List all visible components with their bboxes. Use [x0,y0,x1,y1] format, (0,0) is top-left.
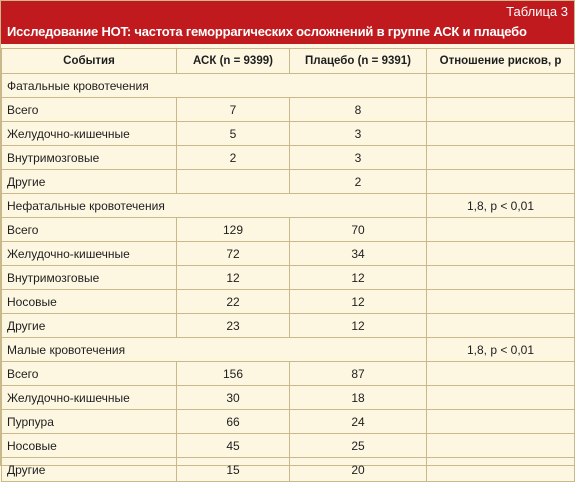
placebo-value-cell: 3 [290,146,427,170]
placebo-value-cell: 12 [290,290,427,314]
event-cell: Пурпура [2,410,177,434]
section-row [2,74,575,98]
placebo-value-cell: 3 [290,122,427,146]
ask-value-cell [177,170,290,194]
event-cell: Другие [2,314,177,338]
event-cell: Желудочно-кишечные [2,242,177,266]
ask-value-cell: 22 [177,290,290,314]
risk-ratio-cell [427,122,575,146]
ask-value-cell: 5 [177,122,290,146]
column-header-placebo: Плацебо (n = 9391) [290,49,427,74]
risk-ratio-cell [427,242,575,266]
risk-ratio-cell [427,170,575,194]
header-row [2,49,575,74]
table-body [2,74,575,482]
risk-ratio-cell [427,314,575,338]
event-cell: Носовые [2,290,177,314]
placebo-value-cell: 2 [290,170,427,194]
column-header-ask: АСК (n = 9399) [177,49,290,74]
placebo-value-cell: 24 [290,410,427,434]
table-row [2,314,575,338]
event-cell: Носовые [2,434,177,458]
section-risk-ratio [427,74,575,98]
ask-value-cell: 7 [177,98,290,122]
table-row [2,242,575,266]
table-row [2,98,575,122]
table-row [2,122,575,146]
column-header-risk-ratio: Отношение рисков, р [427,49,575,74]
risk-ratio-cell [427,362,575,386]
event-cell: Всего [2,362,177,386]
ask-value-cell: 72 [177,242,290,266]
placebo-value-cell: 87 [290,362,427,386]
event-cell: Всего [2,218,177,242]
placebo-value-cell: 34 [290,242,427,266]
event-cell: Другие [2,458,177,482]
table-row [2,266,575,290]
table-row [2,146,575,170]
section-title: Малые кровотечения [2,338,427,362]
table-row [2,386,575,410]
risk-ratio-cell [427,410,575,434]
placebo-value-cell: 8 [290,98,427,122]
section-title: Нефатальные кровотечения [2,194,427,218]
event-cell: Другие [2,170,177,194]
column-header-events: События [2,49,177,74]
ask-value-cell: 30 [177,386,290,410]
section-risk-ratio: 1,8, p < 0,01 [427,194,575,218]
ask-value-cell: 66 [177,410,290,434]
table-row [2,290,575,314]
placebo-value-cell: 25 [290,434,427,458]
event-cell: Внутримозговые [2,146,177,170]
ask-value-cell: 15 [177,458,290,482]
placebo-value-cell: 70 [290,218,427,242]
placebo-value-cell: 12 [290,266,427,290]
section-row [2,338,575,362]
data-table [1,48,575,482]
section-risk-ratio: 1,8, p < 0,01 [427,338,575,362]
ask-value-cell: 12 [177,266,290,290]
risk-ratio-cell [427,386,575,410]
event-cell: Желудочно-кишечные [2,122,177,146]
risk-ratio-cell [427,266,575,290]
placebo-value-cell: 18 [290,386,427,410]
table-row [2,410,575,434]
placebo-value-cell: 20 [290,458,427,482]
ask-value-cell: 23 [177,314,290,338]
table-row [2,458,575,482]
table-row [2,434,575,458]
section-row [2,194,575,218]
risk-ratio-cell [427,218,575,242]
table-row [2,362,575,386]
ask-value-cell: 156 [177,362,290,386]
ask-value-cell: 129 [177,218,290,242]
table-row [2,218,575,242]
risk-ratio-cell [427,290,575,314]
table-row [2,170,575,194]
risk-ratio-cell [427,146,575,170]
placebo-value-cell: 12 [290,314,427,338]
event-cell: Всего [2,98,177,122]
title-bar [1,1,574,44]
risk-ratio-cell [427,458,575,482]
section-title: Фатальные кровотечения [2,74,427,98]
event-cell: Желудочно-кишечные [2,386,177,410]
risk-ratio-cell [427,98,575,122]
event-cell: Внутримозговые [2,266,177,290]
ask-value-cell: 2 [177,146,290,170]
table-caption: Исследование HOT: частота геморрагических осложнений в группе АСК и плацебо [7,24,527,39]
risk-ratio-cell [427,434,575,458]
ask-value-cell: 45 [177,434,290,458]
table-number-label: Таблица 3 [506,4,568,19]
